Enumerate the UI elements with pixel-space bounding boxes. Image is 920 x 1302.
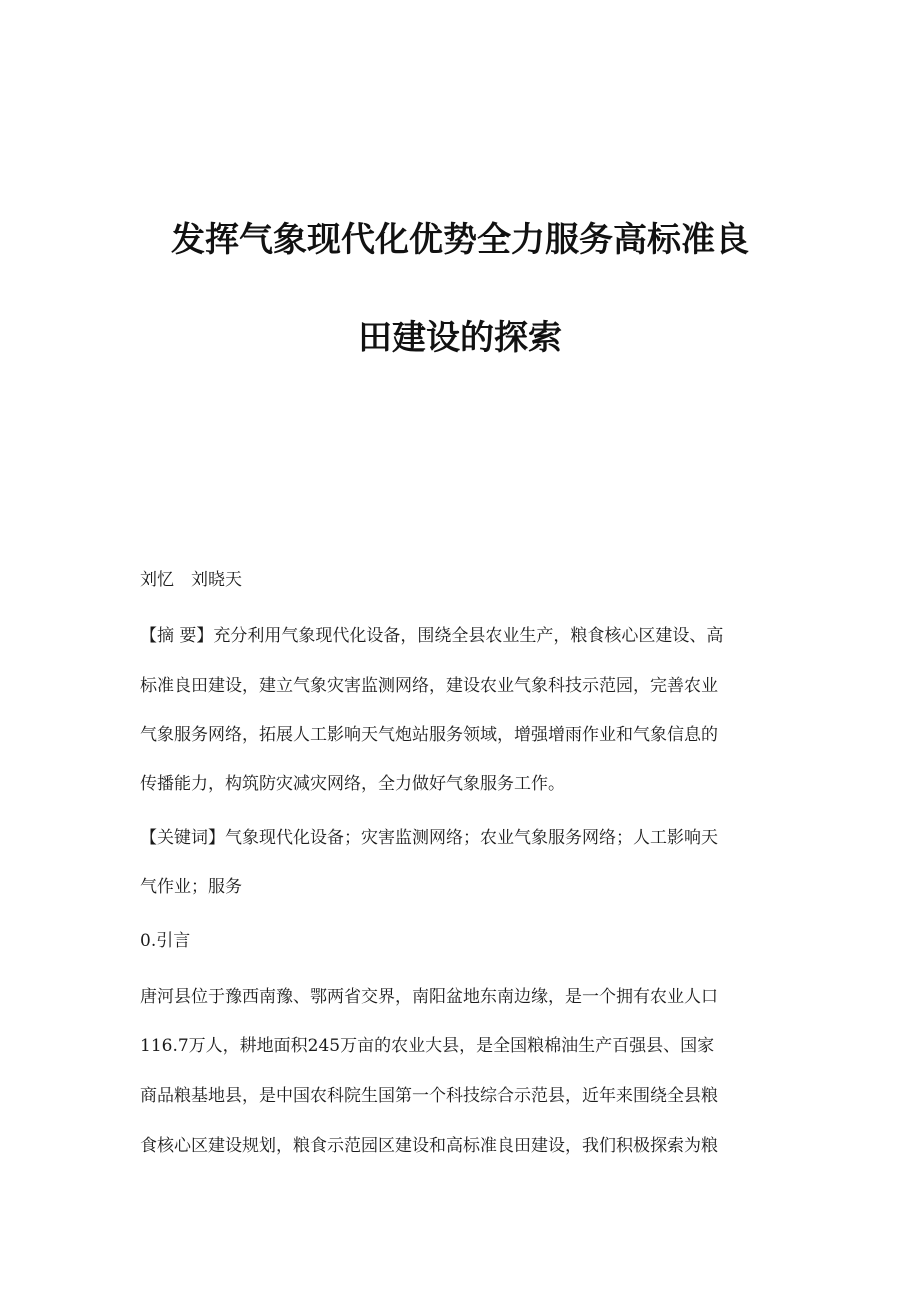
paragraph-line: 食核心区建设规划，粮食示范园区建设和高标准良田建设，我们积极探索为粮 xyxy=(140,1136,718,1156)
abstract-line: 【摘 要】充分利用气象现代化设备，围绕全县农业生产，粮食核心区建设、高 xyxy=(140,626,724,646)
abstract-line: 气象服务网络，拓展人工影响天气炮站服务领域，增强增雨作业和气象信息的 xyxy=(140,725,718,745)
paragraph-line: 116.7万人，耕地面积245万亩的农业大县，是全国粮棉油生产百强县、国家 xyxy=(140,1036,715,1056)
keywords-line: 气作业；服务 xyxy=(140,877,242,897)
paragraph-line: 唐河县位于豫西南豫、鄂两省交界，南阳盆地东南边缘，是一个拥有农业人口 xyxy=(140,987,718,1007)
paragraph-line: 商品粮基地县，是中国农科院生国第一个科技综合示范县，近年来围绕全县粮 xyxy=(140,1086,718,1106)
abstract-line: 传播能力，构筑防灾减灾网络，全力做好气象服务工作。 xyxy=(140,774,565,794)
document-title-line-1: 发挥气象现代化优势全力服务高标准良 xyxy=(171,220,749,260)
author-names: 刘忆 刘晓天 xyxy=(140,570,242,590)
section-heading: 0.引言 xyxy=(140,931,191,951)
document-title-line-2: 田建设的探索 xyxy=(358,318,562,358)
keywords-line: 【关键词】气象现代化设备；灾害监测网络；农业气象服务网络；人工影响天 xyxy=(140,828,718,848)
abstract-line: 标准良田建设，建立气象灾害监测网络，建设农业气象科技示范园，完善农业 xyxy=(140,676,718,696)
